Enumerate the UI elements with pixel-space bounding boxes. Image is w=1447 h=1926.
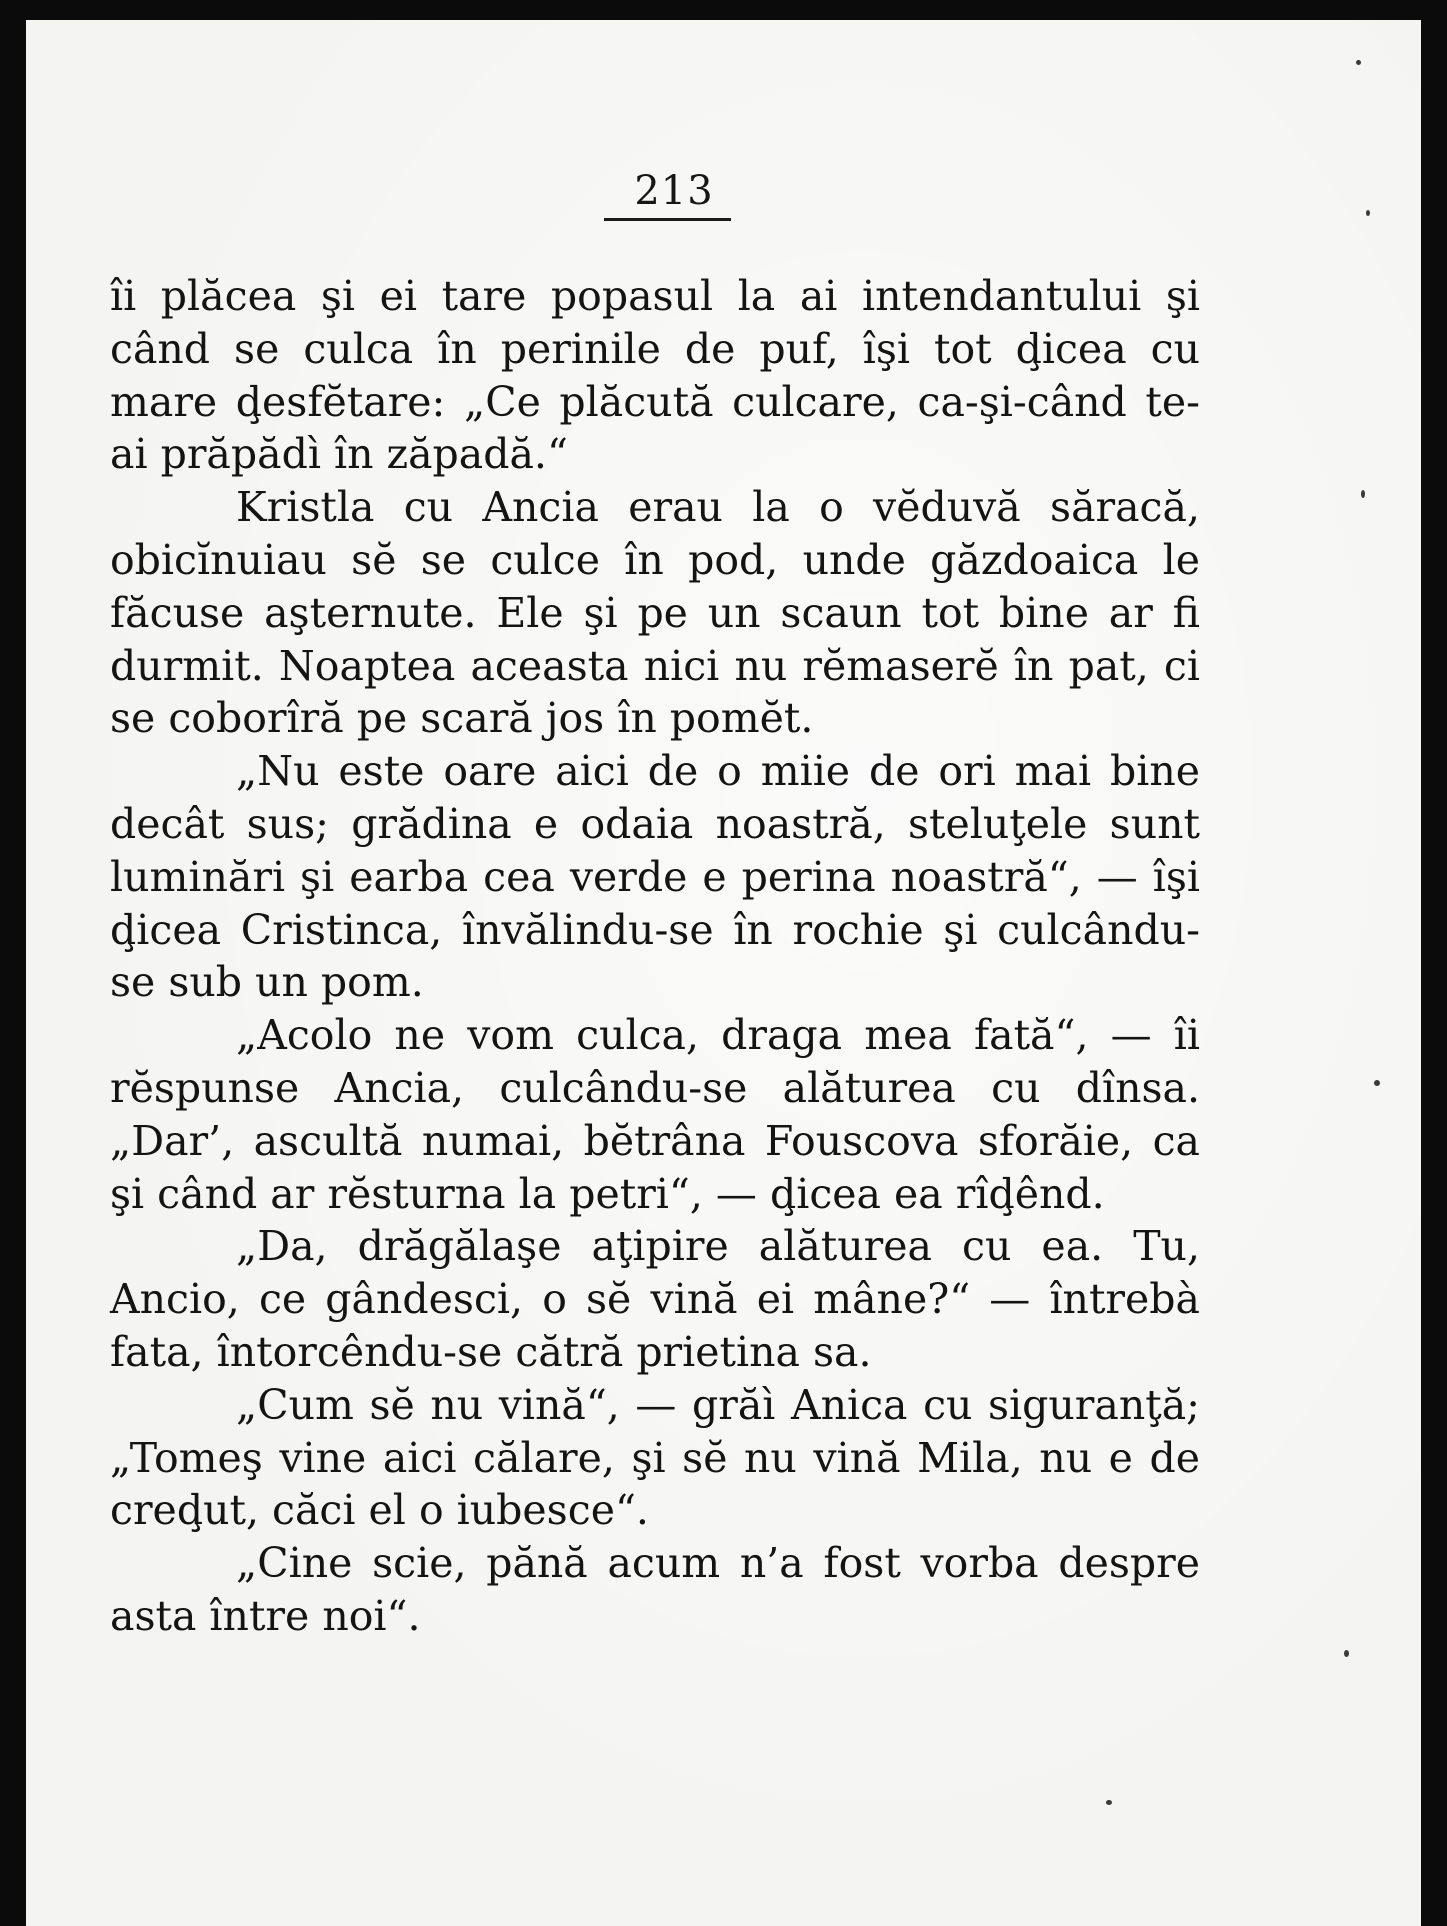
paragraph: „Da, drăgălaşe aţipire alăturea cu ea. Tu, Ancio, ce gândesci, o sĕ vină ei mâne?“ — întrebà fata, întorcêndu-se cătră prietina sa. [110,1222,1200,1376]
scan-speck [1366,210,1370,216]
scan-speck [1344,1650,1349,1657]
scan-speck [1361,490,1365,498]
paragraph: „Cum sĕ nu vină“, — grăì Anica cu siguranţă; „Tomeş vine aici călare, şi sĕ nu vină Mila, nu e de creḑut, căci el o iubesce“. [110,1380,1200,1535]
paragraph: „Cine scie, pănă acum n’a fost vorba despre asta între noi“. [110,1539,1200,1640]
scan-speck [1374,1080,1380,1086]
book-page [26,20,1421,1926]
page-number: 213 [634,168,714,214]
page-number-rule [604,218,731,221]
paragraph: „Acolo ne vom culca, draga mea fată“, — îi rĕspunse Ancia, culcându-se alăturea cu dînsa. „Dar’, ascultă numai, bĕtrâna Fouscova sforăie, ca şi când ar rĕsturna la petri“, — ḑicea ea rîḑênd. [110,1011,1200,1218]
paragraph: Kristla cu Ancia erau la o vĕduvă săracă, obicĭnuiau sĕ se culce în pod, unde găzdoaica le făcuse aşternute. Ele şi pe un scaun tot bine ar fi durmit. Noaptea aceasta nici nu rĕmaserĕ în pat, ci se coborîră pe scară jos în pomĕt. [110,483,1200,743]
paragraph: „Nu este oare aici de o miie de ori mai bine decât sus; grădina e odaia noastră, steluţele sunt luminări şi earba cea verde e perina noastră“, — îşi ḑicea Cristinca, învălindu-se în rochie şi culcându-se sub un pom. [110,747,1200,1007]
paragraph: îi plăcea şi ei tare popasul la ai intendantului şi când se culca în perinile de puf, îşi tot ḑicea cu mare ḑesfĕtare: „Ce plăcută culcare, ca-şi-când te-ai prăpădì în zăpadă.“ [110,272,1200,479]
scan-speck [1106,1800,1112,1805]
body-text [110,270,1200,1643]
scan-speck [1356,60,1361,65]
